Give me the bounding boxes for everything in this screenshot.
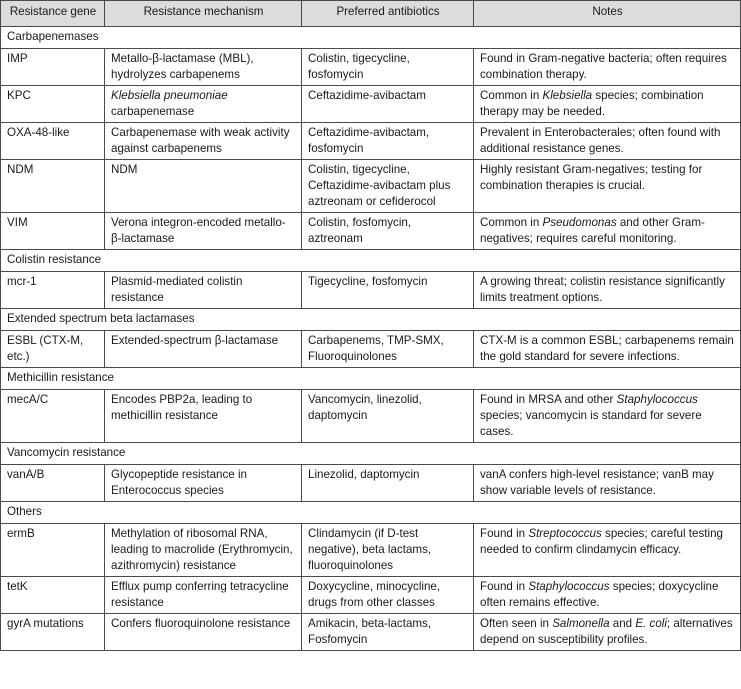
header-row xyxy=(1,1,741,27)
mechanism-cell: Methylation of ribosomal RNA, leading to macrolide (Erythromycin, azithromycin) resistance xyxy=(105,524,302,577)
group-title: Colistin resistance xyxy=(1,250,741,272)
notes-cell: Prevalent in Enterobacterales; often found with additional resistance genes. xyxy=(474,123,741,160)
group-row xyxy=(1,443,741,465)
mechanism-cell: Carbapenemase with weak activity against carbapenems xyxy=(105,123,302,160)
notes-cell: Common in Pseudomonas and other Gram-negatives; requires careful monitoring. xyxy=(474,213,741,250)
table-row xyxy=(1,160,741,213)
notes-cell: CTX-M is a common ESBL; carbapenems remain the gold standard for severe infections. xyxy=(474,331,741,368)
notes-cell: Found in MRSA and other Staphylococcus species; vancomycin is standard for severe cases. xyxy=(474,390,741,443)
gene-cell: IMP xyxy=(1,49,105,86)
table-row xyxy=(1,213,741,250)
table-header xyxy=(1,1,741,27)
antibiotics-cell: Vancomycin, linezolid, daptomycin xyxy=(302,390,474,443)
mechanism-cell: Verona integron-encoded metallo-β-lactamase xyxy=(105,213,302,250)
mechanism-cell: Confers fluoroquinolone resistance xyxy=(105,614,302,651)
gene-cell: vanA/B xyxy=(1,465,105,502)
group-row xyxy=(1,502,741,524)
table-body xyxy=(1,27,741,651)
notes-cell: Often seen in Salmonella and E. coli; alternatives depend on susceptibility profiles. xyxy=(474,614,741,651)
gene-cell: NDM xyxy=(1,160,105,213)
group-title: Extended spectrum beta lactamases xyxy=(1,309,741,331)
gene-cell: KPC xyxy=(1,86,105,123)
table-row xyxy=(1,86,741,123)
notes-cell: Highly resistant Gram-negatives; testing for combination therapies is crucial. xyxy=(474,160,741,213)
gene-cell: tetK xyxy=(1,577,105,614)
mechanism-cell: Metallo-β-lactamase (MBL), hydrolyzes carbapenems xyxy=(105,49,302,86)
gene-cell: VIM xyxy=(1,213,105,250)
header-cell-antibiotics: Preferred antibiotics xyxy=(302,1,474,27)
table-row xyxy=(1,524,741,577)
antibiotics-cell: Ceftazidime-avibactam, fosfomycin xyxy=(302,123,474,160)
group-title: Carbapenemases xyxy=(1,27,741,49)
mechanism-cell: Extended-spectrum β-lactamase xyxy=(105,331,302,368)
notes-cell: Found in Streptococcus species; careful testing needed to confirm clindamycin efficacy. xyxy=(474,524,741,577)
gene-cell: gyrA mutations xyxy=(1,614,105,651)
mechanism-cell: NDM xyxy=(105,160,302,213)
mechanism-cell: Encodes PBP2a, leading to methicillin resistance xyxy=(105,390,302,443)
mechanism-cell: Klebsiella pneumoniae carbapenemase xyxy=(105,86,302,123)
antibiotics-cell: Colistin, fosfomycin, aztreonam xyxy=(302,213,474,250)
header-cell-notes: Notes xyxy=(474,1,741,27)
antibiotics-cell: Tigecycline, fosfomycin xyxy=(302,272,474,309)
gene-cell: OXA-48-like xyxy=(1,123,105,160)
header-cell-gene: Resistance gene xyxy=(1,1,105,27)
group-title: Others xyxy=(1,502,741,524)
notes-cell: Found in Staphylococcus species; doxycycline often remains effective. xyxy=(474,577,741,614)
table-row xyxy=(1,465,741,502)
antibiotics-cell: Amikacin, beta-lactams, Fosfomycin xyxy=(302,614,474,651)
gene-cell: ESBL (CTX-M, etc.) xyxy=(1,331,105,368)
notes-cell: A growing threat; colistin resistance significantly limits treatment options. xyxy=(474,272,741,309)
gene-cell: mcr-1 xyxy=(1,272,105,309)
notes-cell: vanA confers high-level resistance; vanB may show variable levels of resistance. xyxy=(474,465,741,502)
table-row xyxy=(1,331,741,368)
antibiotics-cell: Doxycycline, minocycline, drugs from other classes xyxy=(302,577,474,614)
table-row xyxy=(1,614,741,651)
group-title: Methicillin resistance xyxy=(1,368,741,390)
group-row xyxy=(1,250,741,272)
table-row xyxy=(1,272,741,309)
group-row xyxy=(1,309,741,331)
group-row xyxy=(1,368,741,390)
mechanism-cell: Efflux pump conferring tetracycline resistance xyxy=(105,577,302,614)
table-row xyxy=(1,123,741,160)
notes-cell: Found in Gram-negative bacteria; often requires combination therapy. xyxy=(474,49,741,86)
gene-cell: ermB xyxy=(1,524,105,577)
antibiotics-cell: Ceftazidime-avibactam xyxy=(302,86,474,123)
header-cell-mechanism: Resistance mechanism xyxy=(105,1,302,27)
antibiotics-cell: Colistin, tigecycline, fosfomycin xyxy=(302,49,474,86)
table-row xyxy=(1,577,741,614)
antibiotics-cell: Linezolid, daptomycin xyxy=(302,465,474,502)
table-row xyxy=(1,390,741,443)
notes-cell: Common in Klebsiella species; combination therapy may be needed. xyxy=(474,86,741,123)
mechanism-cell: Glycopeptide resistance in Enterococcus species xyxy=(105,465,302,502)
antibiotics-cell: Colistin, tigecycline, Ceftazidime-avibactam plus aztreonam or cefiderocol xyxy=(302,160,474,213)
antibiotics-cell: Carbapenems, TMP-SMX, Fluoroquinolones xyxy=(302,331,474,368)
antibiotics-cell: Clindamycin (if D-test negative), beta lactams, fluoroquinolones xyxy=(302,524,474,577)
group-row xyxy=(1,27,741,49)
mechanism-cell: Plasmid-mediated colistin resistance xyxy=(105,272,302,309)
group-title: Vancomycin resistance xyxy=(1,443,741,465)
gene-cell: mecA/C xyxy=(1,390,105,443)
table-row xyxy=(1,49,741,86)
